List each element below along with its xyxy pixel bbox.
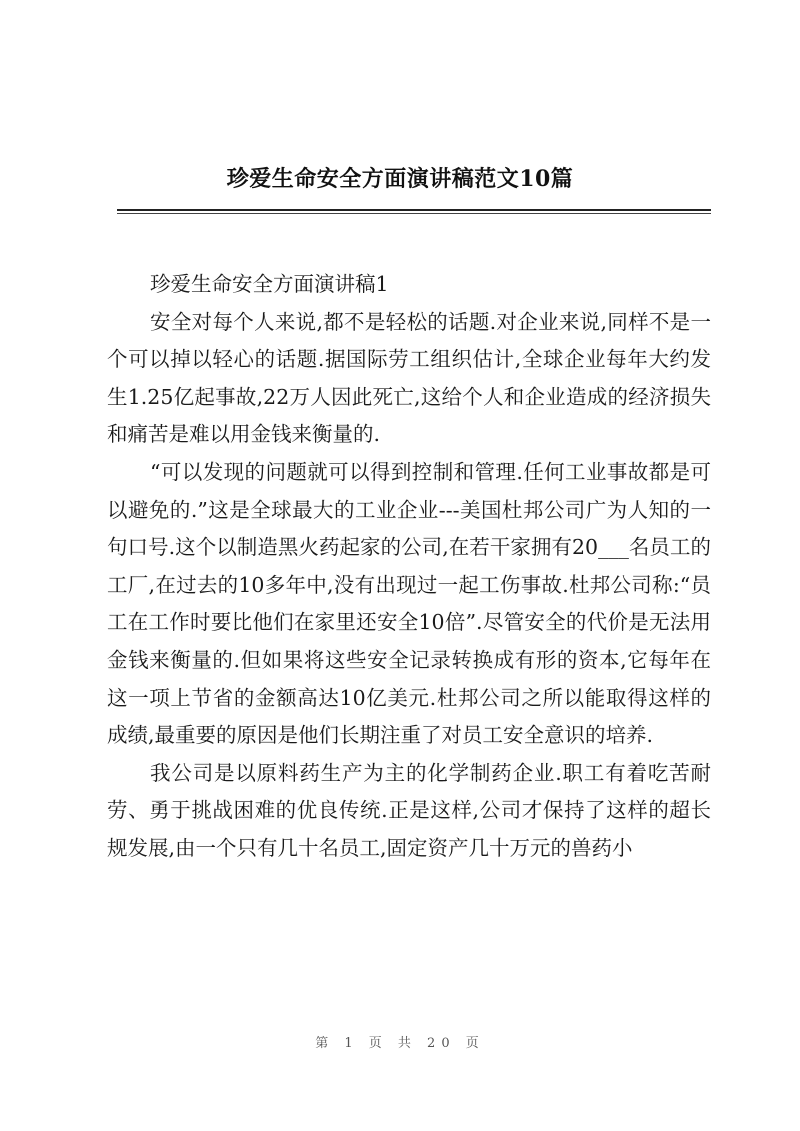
title-underline-thin: [117, 213, 711, 214]
paragraph-2: “可以发现的问题就可以得到控制和管理.任何工业事故都是可以避免的.”这是全球最大的工业企业---美国杜邦公司广为人知的一句口号.这个以制造黑火药起家的公司,在若干家拥有20___名员工的工厂,在过去的10多年中,没有出现过一起工伤事故.杜邦公司称:“员工在工作时要比他们在家里还安全10倍”.尽管安全的代价是无法用金钱来衡量的.但如果将这些安全记录转换成有形的资本,它每年在这一项上节省的金额高达10亿美元.杜邦公司之所以能取得这样的成绩,最重要的原因是他们长期注重了对员工安全意识的培养.: [107, 459, 711, 748]
title-underline: [117, 209, 711, 211]
document-title: 珍爱生命安全方面演讲稿范文10篇: [226, 166, 574, 192]
document-body: [107, 266, 711, 868]
paragraph-1: 安全对每个人来说,都不是轻松的话题.对企业来说,同样不是一个可以掉以轻心的话题.据国际劳工组织估计,全球企业每年大约发生1.25亿起事故,22万人因此死亡,这给个人和企业造成的经济损失和痛苦是难以用金钱来衡量的.: [107, 309, 711, 447]
paragraph-3: 我公司是以原料药生产为主的化学制药企业.职工有着吃苦耐劳、勇于挑战困难的优良传统.正是这样,公司才保持了这样的超长规发展,由一个只有几十名员工,固定资产几十万元的兽药小: [107, 760, 711, 860]
section-heading: 珍爱生命安全方面演讲稿1: [150, 272, 389, 296]
page-footer: 第 1 页 共 20 页: [315, 1036, 485, 1051]
